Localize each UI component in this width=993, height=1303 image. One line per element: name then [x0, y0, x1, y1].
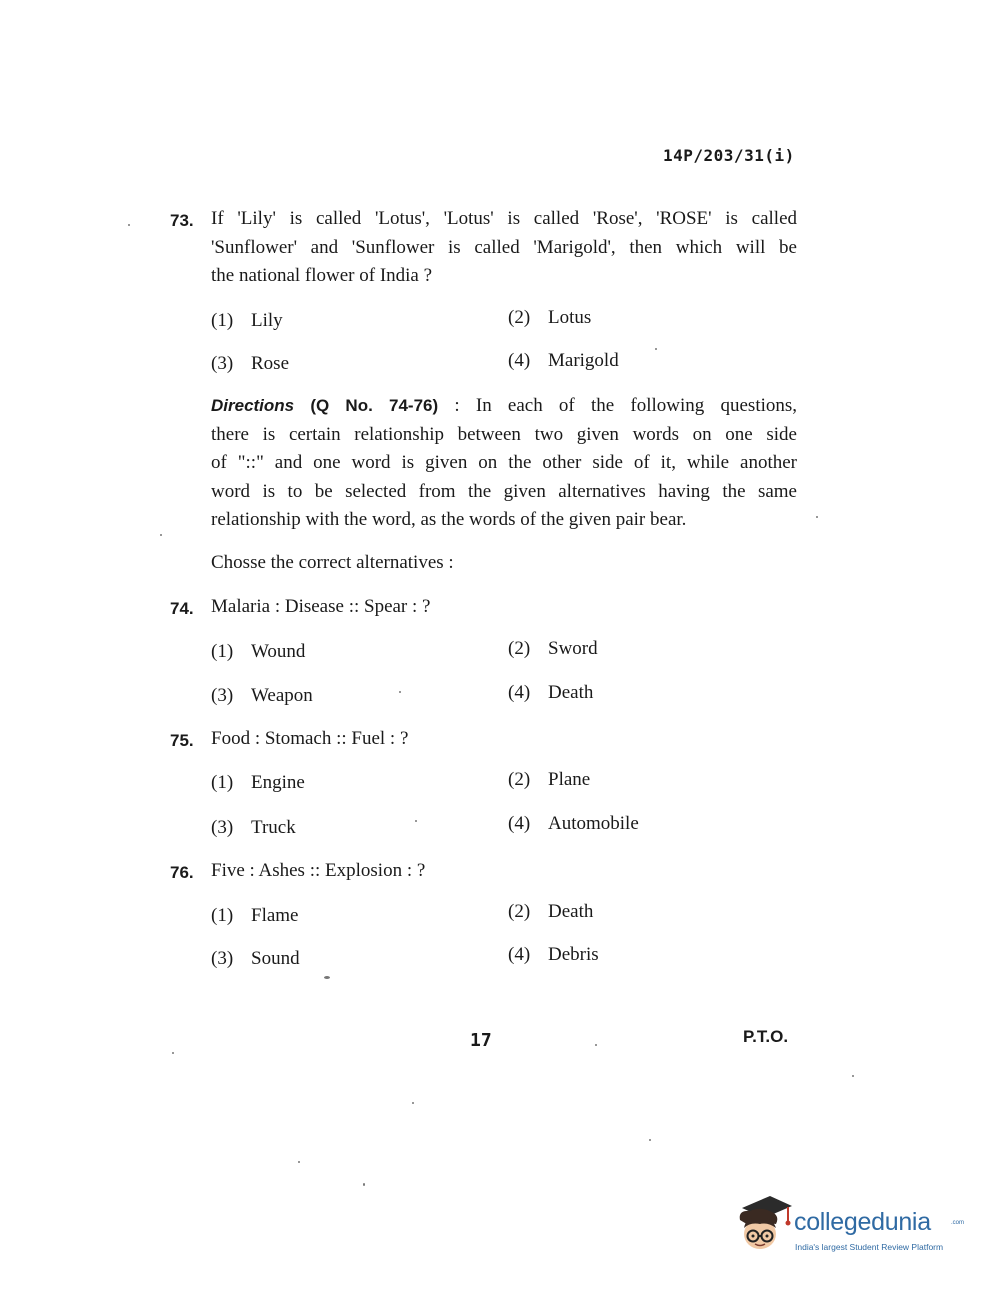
option-number: (2): [508, 307, 531, 328]
logo-tagline: India's largest Student Review Platform: [795, 1242, 944, 1252]
option-text: Flame: [251, 905, 299, 926]
logo-name: collegedunia: [794, 1208, 931, 1236]
option-number: (4): [508, 813, 531, 834]
option-text: Debris: [548, 944, 599, 965]
question-text: Five : Ashes :: Explosion : ?: [211, 860, 426, 881]
option-text: Sword: [548, 638, 598, 659]
option-text: Automobile: [548, 813, 639, 834]
paper-code: 14P/203/31(i): [663, 146, 795, 165]
directions-line-text: : In each of the following questions,: [454, 395, 798, 416]
scan-speck: [852, 1075, 854, 1077]
directions-label: Directions: [211, 396, 295, 415]
option-4: [508, 682, 593, 704]
question-text: Malaria : Disease :: Spear : ?: [211, 596, 431, 617]
question-text: Food : Stomach :: Fuel : ?: [211, 728, 409, 749]
scan-speck: [399, 691, 401, 693]
scan-speck: [172, 1052, 174, 1054]
scan-speck: [324, 976, 330, 979]
option-3: [211, 948, 300, 970]
pto-label: P.T.O.: [743, 1027, 789, 1046]
option-number: (4): [508, 944, 531, 965]
option-number: (1): [211, 905, 234, 926]
option-number: (2): [508, 769, 531, 790]
directions-text: [211, 392, 797, 535]
question-number: 75.: [170, 731, 194, 750]
student-mascot-icon: [732, 1192, 794, 1262]
option-3: [211, 353, 289, 375]
option-1: [211, 772, 305, 794]
option-number: (4): [508, 682, 531, 703]
question-line: the national flower of India ?: [211, 265, 433, 286]
question-line: If 'Lily' is called 'Lotus', 'Lotus' is called 'Rose', 'ROSE' is called: [211, 208, 797, 229]
option-2: [508, 638, 598, 660]
option-2: [508, 307, 591, 329]
option-1: [211, 641, 305, 663]
option-1: [211, 310, 283, 332]
scan-speck: [412, 1102, 414, 1104]
directions-line: of "::" and one word is given on the other side of it, while another: [211, 452, 797, 473]
option-number: (3): [211, 685, 234, 706]
option-text: Sound: [251, 948, 300, 969]
option-number: (2): [508, 638, 531, 659]
question-line: 'Sunflower' and 'Sunflower is called 'Marigold', then which will be: [211, 236, 797, 258]
scan-speck: [363, 1183, 365, 1186]
option-text: Wound: [251, 641, 306, 662]
option-3: [211, 685, 313, 707]
scan-speck: [415, 820, 417, 822]
option-4: [508, 813, 639, 835]
option-number: (3): [211, 948, 234, 969]
scan-speck: [595, 1044, 597, 1046]
option-text: Lotus: [548, 307, 592, 328]
scan-speck: [816, 516, 818, 518]
option-text: Weapon: [251, 685, 313, 706]
option-text: Engine: [251, 772, 305, 793]
option-number: (3): [211, 817, 234, 838]
option-text: Truck: [251, 817, 296, 838]
option-3: [211, 817, 296, 839]
logo-suffix: .com: [951, 1220, 965, 1226]
option-number: (3): [211, 353, 234, 374]
option-number: (4): [508, 350, 531, 371]
option-1: [211, 905, 299, 927]
question-number: 76.: [170, 863, 194, 882]
directions-line: relationship with the word, as the words of the given pair bear.: [211, 509, 687, 530]
option-text: Death: [548, 901, 594, 922]
directions-line: word is to be selected from the given alternatives having the same: [211, 480, 797, 502]
option-4: [508, 350, 619, 372]
directions-line: [211, 392, 797, 421]
option-number: (1): [211, 310, 234, 331]
option-number: (2): [508, 901, 531, 922]
scan-speck: [655, 348, 657, 350]
option-2: [508, 901, 593, 923]
page-number: 17: [470, 1030, 492, 1051]
directions-line: there is certain relationship between two given words on one side: [211, 423, 797, 445]
option-text: Lily: [251, 310, 283, 331]
question-number: 73.: [170, 211, 194, 230]
option-2: [508, 769, 590, 791]
choose-instruction: Chosse the correct alternatives :: [211, 552, 454, 573]
collegedunia-logo: [732, 1192, 965, 1262]
option-4: [508, 944, 599, 966]
option-number: (1): [211, 772, 234, 793]
option-text: Plane: [548, 769, 591, 790]
scan-speck: [160, 534, 162, 536]
option-text: Marigold: [548, 350, 619, 371]
option-text: Rose: [251, 353, 289, 374]
question-number: 74.: [170, 599, 194, 618]
question-text: [211, 205, 797, 291]
directions-range: (Q No. 74-76): [310, 396, 439, 415]
scan-speck: [649, 1139, 651, 1141]
scan-speck: [298, 1161, 300, 1163]
scan-speck: [128, 224, 130, 226]
option-number: (1): [211, 641, 234, 662]
option-text: Death: [548, 682, 594, 703]
